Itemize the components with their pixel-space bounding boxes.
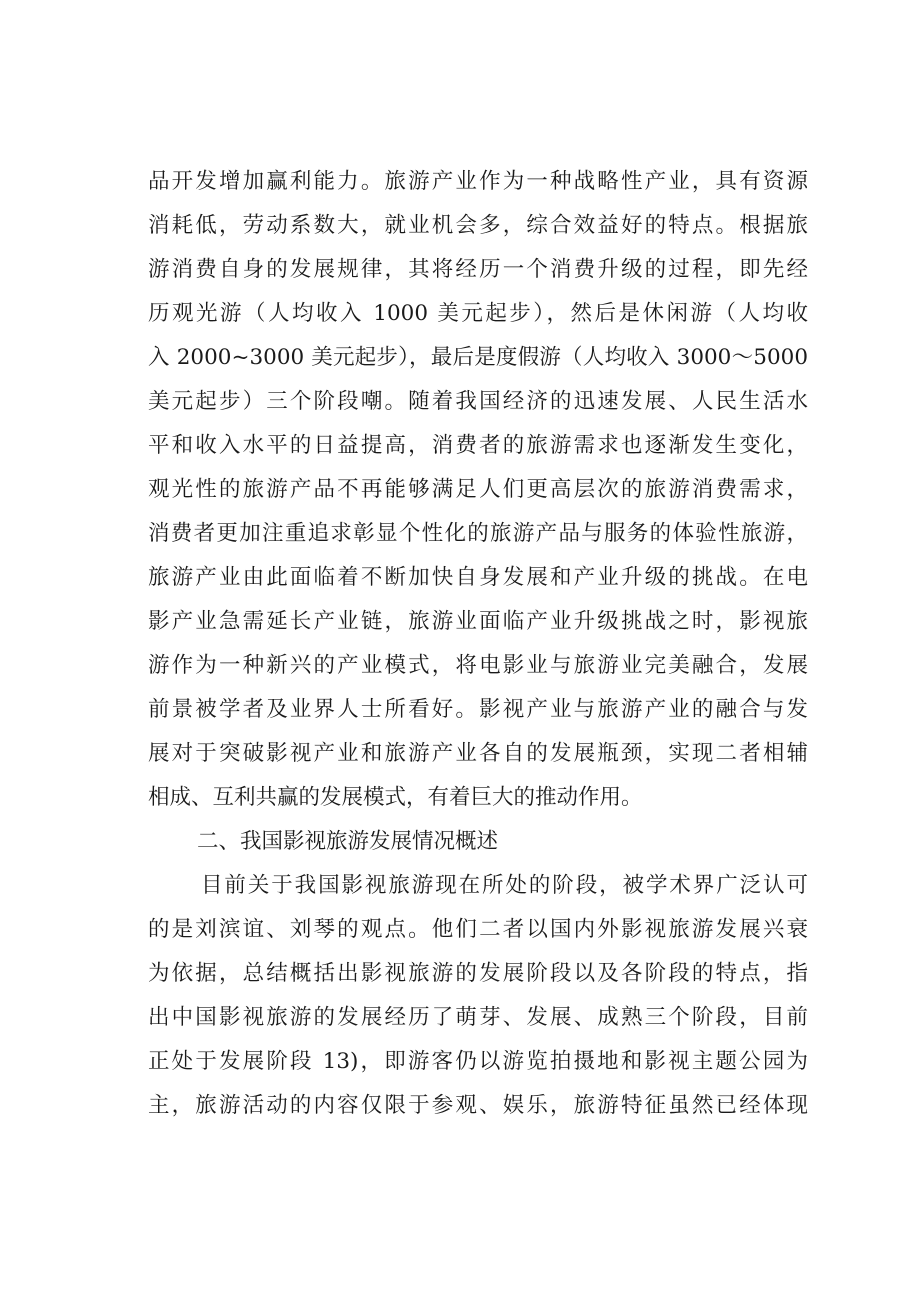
text-line: 为依据，总结概括出影视旅游的发展阶段以及各阶段的特点，指 bbox=[148, 961, 808, 986]
text-line: 的是刘滨谊、刘琴的观点。他们二者以国内外影视旅游发展兴衰 bbox=[148, 917, 808, 942]
text-line: 消耗低，劳动系数大，就业机会多，综合效益好的特点。根据旅 bbox=[148, 213, 808, 238]
text-line: 出中国影视旅游的发展经历了萌芽、发展、成熟三个阶段，目前 bbox=[148, 1005, 808, 1030]
text-line: 主，旅游活动的内容仅限于参观、娱乐，旅游特征虽然已经体现 bbox=[148, 1093, 808, 1118]
text-line: 观光性的旅游产品不再能够满足人们更高层次的旅游消费需求， bbox=[148, 477, 808, 502]
text-line: 影产业急需延长产业链，旅游业面临产业升级挑战之时，影视旅 bbox=[148, 609, 808, 634]
text-line: 美元起步）三个阶段嘲。随着我国经济的迅速发展、人民生活水 bbox=[148, 389, 808, 414]
text-line: 品开发增加赢利能力。旅游产业作为一种战略性产业，具有资源 bbox=[148, 169, 808, 194]
text-line: 正处于发展阶段 13)，即游客仍以游览拍摄地和影视主题公园为 bbox=[148, 1049, 808, 1074]
text-line: 游作为一种新兴的产业模式，将电影业与旅游业完美融合，发展 bbox=[148, 653, 808, 678]
text-line: 历观光游（人均收入 1000 美元起步），然后是休闲游（人均收 bbox=[148, 301, 808, 326]
text-line: 相成、互利共赢的发展模式，有着巨大的推动作用。 bbox=[148, 785, 643, 810]
section-heading: 二、我国影视旅游发展情况概述 bbox=[197, 829, 499, 854]
text-line: 前景被学者及业界人士所看好。影视产业与旅游产业的融合与发 bbox=[148, 697, 808, 722]
text-line: 平和收入水平的日益提高，消费者的旅游需求也逐渐发生变化， bbox=[148, 433, 808, 458]
text-line: 入 2000~3000 美元起步），最后是度假游（人均收入 3000～5000 bbox=[148, 345, 808, 370]
text-line: 游消费自身的发展规律，其将经历一个消费升级的过程，即先经 bbox=[148, 257, 808, 282]
text-line: 旅游产业由此面临着不断加快自身发展和产业升级的挑战。在电 bbox=[148, 565, 808, 590]
text-line: 展对于突破影视产业和旅游产业各自的发展瓶颈，实现二者相辅 bbox=[148, 741, 808, 766]
text-line: 目前关于我国影视旅游现在所处的阶段，被学术界广泛认可 bbox=[201, 873, 808, 898]
text-line: 消费者更加注重追求彰显个性化的旅游产品与服务的体验性旅游， bbox=[148, 521, 808, 546]
